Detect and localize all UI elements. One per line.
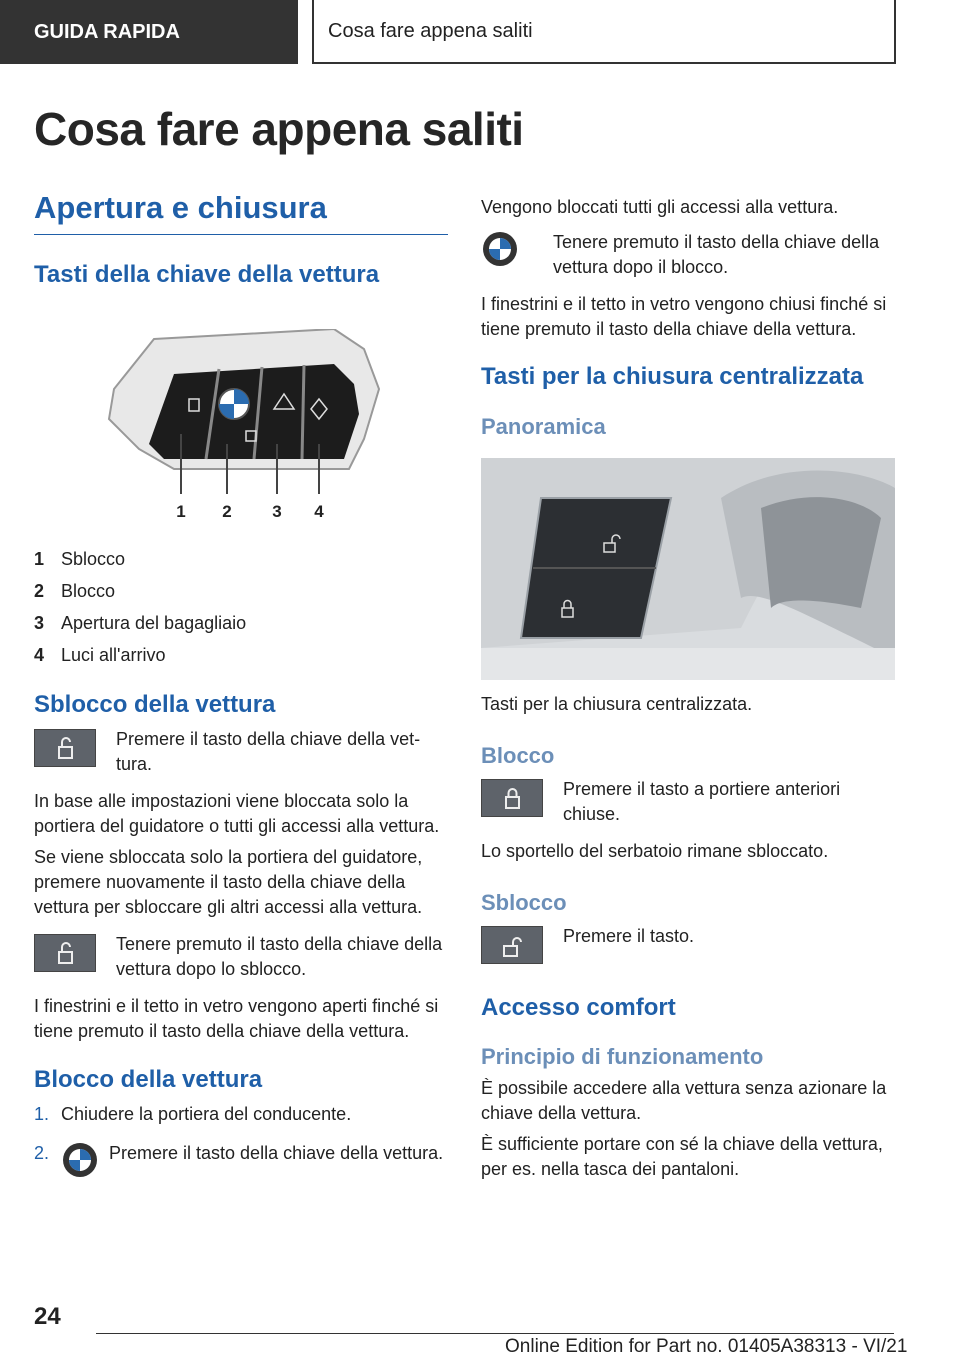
comfort-paragraph-1: È possibile accedere alla vettura senza azionare la chiave della vettura. [481, 1078, 887, 1123]
unlock-paragraph-1: In base alle impostazioni viene bloccata solo la portiera del guidatore o tutti gli accessi alla vettura. [34, 791, 440, 836]
legend-item [34, 543, 448, 575]
heading-lock: Blocco [481, 743, 555, 768]
heading-lock-vehicle: Blocco della vettura [34, 1066, 263, 1093]
central-unlock-icon [481, 926, 543, 964]
unlock-hold-instruction [34, 932, 448, 982]
step-text: Premere il tasto della chiave della vettura. [109, 1143, 444, 1163]
unlock-central-instruction [481, 924, 895, 964]
heading-unlock-vehicle: Sblocco della vettura [34, 691, 276, 718]
door-panel-photo [481, 458, 895, 680]
chapter-header [312, 0, 896, 64]
key-legend [34, 543, 448, 671]
lock-hold-text: Tenere premuto il tasto della chiave della vettura dopo il blocco. [553, 232, 880, 277]
figure-caption: Tasti per la chiusura centralizzata. [481, 694, 753, 714]
unlock-instruction-text: Premere il tasto della chiave della vettura. [116, 729, 421, 774]
chapter-title: Cosa fare appena saliti [328, 19, 533, 42]
left-column [34, 190, 448, 1179]
heading-central-locking: Tasti per la chiusura centralizzata [481, 363, 864, 390]
key-label-3: 3 [272, 502, 282, 521]
key-label-2: 2 [222, 502, 232, 521]
step-number: 1. [34, 1104, 50, 1124]
key-label-4: 4 [314, 502, 324, 521]
legend-text: Apertura del bagagliaio [61, 613, 247, 633]
key-label-1: 1 [176, 502, 186, 521]
legend-item [34, 575, 448, 607]
lock-instruction [481, 777, 895, 827]
heading-comfort-access: Accesso comfort [481, 994, 676, 1021]
lock-note: Lo sportello del serbatoio rimane sbloccato. [481, 841, 829, 861]
unlock-instruction [34, 727, 448, 777]
unlock-button-icon [34, 729, 96, 767]
unlock-paragraph-3: I finestrini e il tetto in vetro vengono aperti finché si tiene premuto il tasto della chiave della vettura. [34, 996, 439, 1041]
heading-overview: Panoramica [481, 414, 606, 439]
legend-num: 2 [34, 581, 45, 601]
lock-instruction-text: Premere il tasto a portiere anteriori chiuse. [563, 779, 841, 824]
lock-paragraph-1: Vengono bloccati tutti gli accessi alla vettura. [481, 197, 839, 217]
lock-steps [34, 1102, 448, 1179]
lock-hold-instruction [481, 230, 895, 280]
section-label: GUIDA RAPIDA [34, 20, 180, 43]
legend-text: Sblocco [61, 549, 126, 569]
key-fob-illustration [34, 329, 448, 529]
unlock-central-text: Premere il tasto. [563, 926, 695, 946]
list-item [34, 1141, 448, 1179]
legend-num: 3 [34, 613, 45, 633]
legend-num: 1 [34, 549, 45, 569]
step-text: Chiudere la portiera del conducente. [61, 1104, 352, 1124]
footer-divider [96, 1333, 894, 1334]
key-button-icon [61, 1141, 99, 1179]
legend-item [34, 607, 448, 639]
key-button-icon [481, 230, 519, 268]
section-tab [0, 0, 298, 64]
section-heading-opening: Apertura e chiusura [34, 190, 448, 235]
legend-num: 4 [34, 645, 45, 665]
page-title: Cosa fare appena saliti [34, 103, 524, 155]
page-number: 24 [34, 1303, 61, 1330]
right-column [481, 195, 895, 1182]
legend-item [34, 639, 448, 671]
lock-paragraph-2: I finestrini e il tetto in vetro vengono chiusi finché si tiene premuto il tasto della chiave della vettura. [481, 294, 887, 339]
comfort-paragraph-2: È sufficiente portare con sé la chiave della vettura, per es. nella tasca dei pantaloni. [481, 1134, 883, 1179]
list-item [34, 1102, 448, 1127]
step-number: 2. [34, 1143, 50, 1163]
legend-text: Blocco [61, 581, 116, 601]
heading-operating-principle: Principio di funzionamento [481, 1044, 764, 1069]
central-lock-icon [481, 779, 543, 817]
heading-key-buttons: Tasti della chiave della vettura [34, 261, 380, 288]
unlock-paragraph-2: Se viene sbloccata solo la portiera del guidatore, premere nuovamente il tasto della chiave della vettura per sbloccare gli altri accessi alla vettura. [34, 847, 423, 917]
unlock-button-icon [34, 934, 96, 972]
legend-text: Luci all'arrivo [61, 645, 166, 665]
unlock-hold-text: Tenere premuto il tasto della chiave della vettura dopo lo sblocco. [116, 934, 443, 979]
footer-edition: Online Edition for Part no. 01405A38313 - VI/21 [505, 1336, 908, 1357]
heading-unlock: Sblocco [481, 890, 567, 915]
